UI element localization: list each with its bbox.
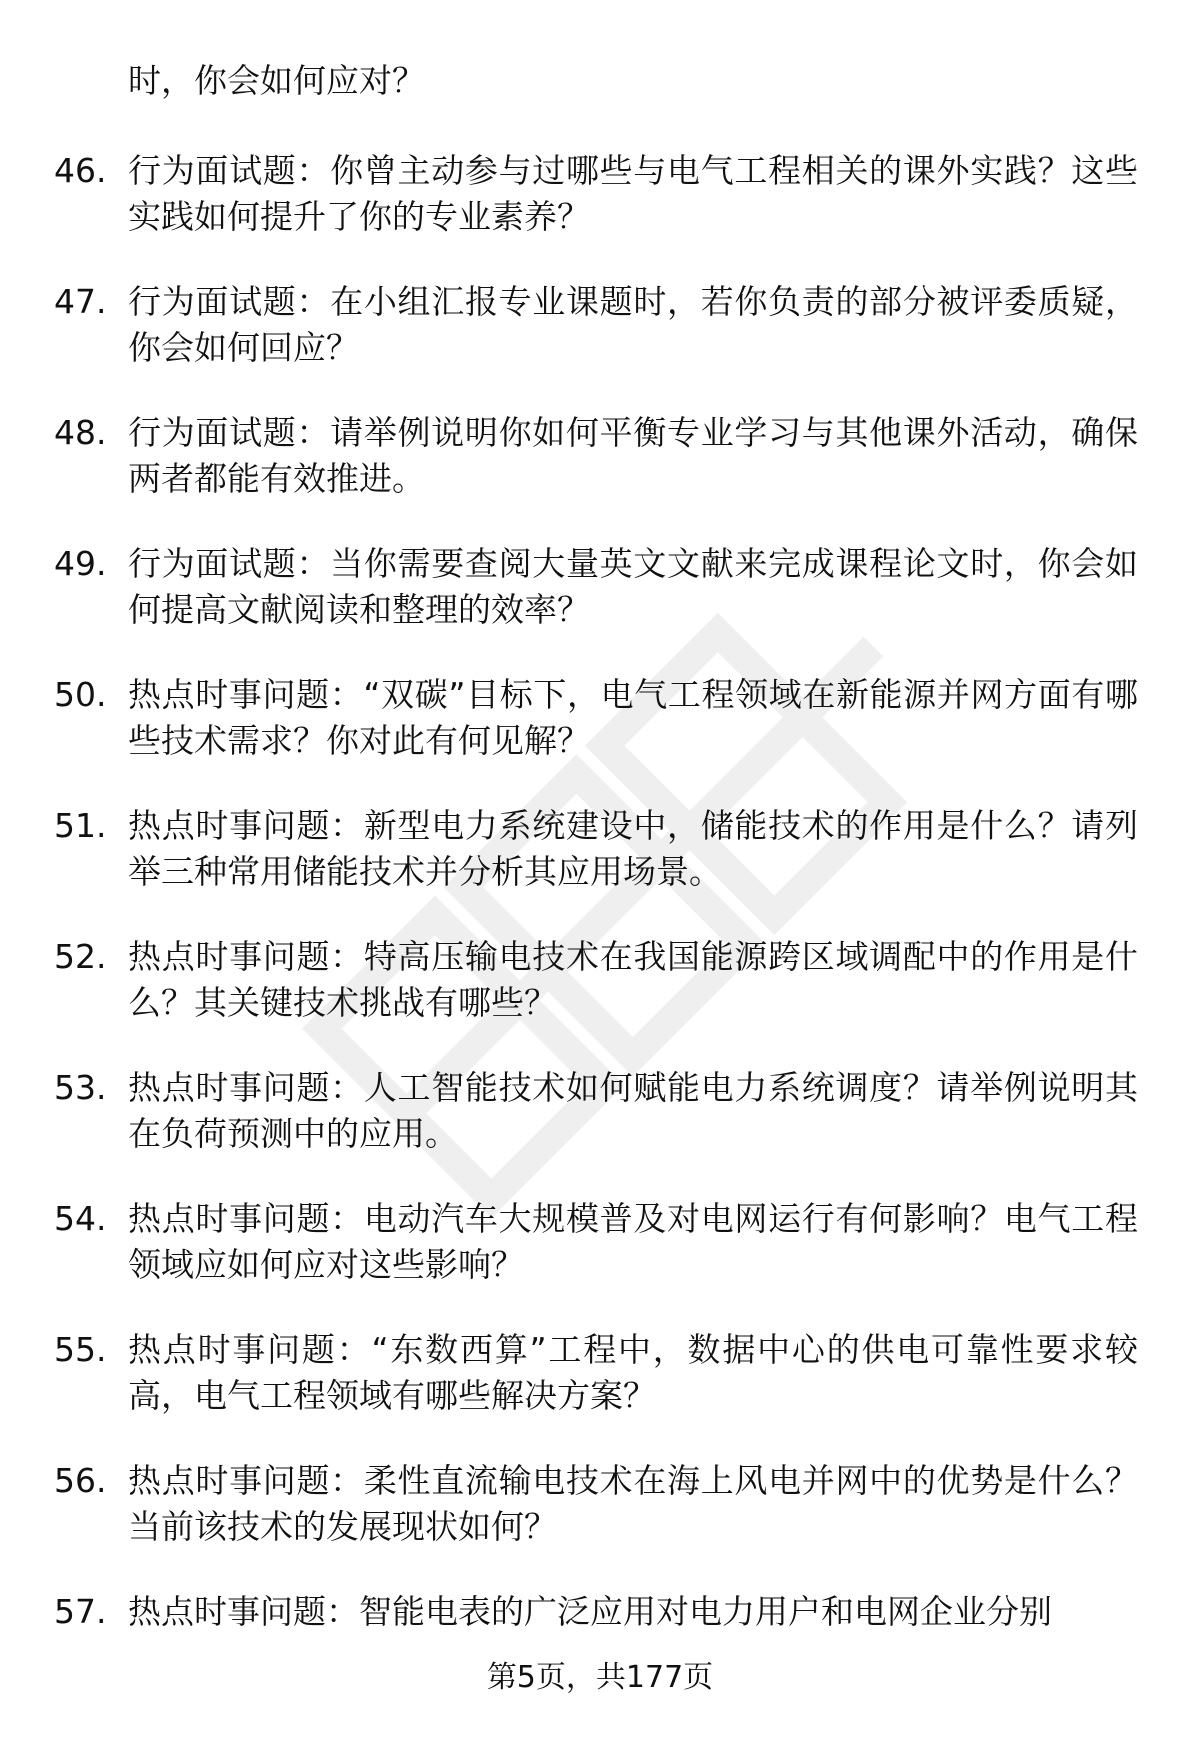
question-text: 行为面试题：你曾主动参与过哪些与电气工程相关的课外实践？这些实践如何提升了你的专业素养？ bbox=[128, 151, 1138, 236]
question-text: 热点时事问题：电动汽车大规模普及对电网运行有何影响？电气工程领域应如何应对这些影响？ bbox=[128, 1199, 1138, 1284]
question-text: 热点时事问题：特高压输电技术在我国能源跨区域调配中的作用是什么？其关键技术挑战有哪些？ bbox=[128, 937, 1138, 1022]
question-text: 热点时事问题：“双碳”目标下，电气工程领域在新能源并网方面有哪些技术需求？你对此有何见解？ bbox=[128, 675, 1138, 760]
question-item bbox=[0, 148, 1200, 279]
question-item bbox=[0, 279, 1200, 410]
question-number: 46. bbox=[54, 151, 107, 190]
question-number: 53. bbox=[54, 1068, 107, 1107]
question-number: 57. bbox=[54, 1592, 107, 1631]
question-number: 49. bbox=[54, 544, 107, 583]
page-footer: 第5页，共177页 bbox=[486, 1660, 714, 1695]
question-item bbox=[0, 1327, 1200, 1458]
question-number: 52. bbox=[54, 937, 107, 976]
question-text: 热点时事问题：“东数西算”工程中，数据中心的供电可靠性要求较高，电气工程领域有哪些解决方案？ bbox=[128, 1330, 1138, 1415]
question-item bbox=[0, 803, 1200, 934]
question-number: 56. bbox=[54, 1461, 107, 1500]
question-number: 51. bbox=[54, 806, 107, 845]
question-number: 55. bbox=[54, 1330, 107, 1369]
question-text: 热点时事问题：柔性直流输电技术在海上风电并网中的优势是什么？当前该技术的发展现状如何？ bbox=[128, 1461, 1138, 1546]
question-number: 50. bbox=[54, 675, 107, 714]
question-text: 行为面试题：请举例说明你如何平衡专业学习与其他课外活动，确保两者都能有效推进。 bbox=[128, 413, 1138, 498]
question-item bbox=[0, 541, 1200, 672]
question-number: 54. bbox=[54, 1199, 107, 1238]
question-text: 行为面试题：在小组汇报专业课题时，若你负责的部分被评委质疑，你会如何回应？ bbox=[128, 282, 1138, 367]
question-item bbox=[0, 1458, 1200, 1589]
question-list bbox=[0, 148, 1200, 1720]
question-number: 47. bbox=[54, 282, 107, 321]
question-item bbox=[0, 934, 1200, 1065]
question-text: 热点时事问题：新型电力系统建设中，储能技术的作用是什么？请列举三种常用储能技术并分析其应用场景。 bbox=[128, 806, 1138, 891]
question-item bbox=[0, 672, 1200, 803]
question-text: 热点时事问题：人工智能技术如何赋能电力系统调度？请举例说明其在负荷预测中的应用。 bbox=[128, 1068, 1138, 1153]
question-item bbox=[0, 1196, 1200, 1327]
question-text: 行为面试题：当你需要查阅大量英文文献来完成课程论文时，你会如何提高文献阅读和整理的效率？ bbox=[128, 544, 1138, 629]
question-number: 48. bbox=[54, 413, 107, 452]
question-item bbox=[0, 1065, 1200, 1196]
question-item bbox=[0, 1589, 1200, 1720]
question-text: 热点时事问题：智能电表的广泛应用对电力用户和电网企业分别 bbox=[128, 1592, 1052, 1631]
question-item bbox=[0, 410, 1200, 541]
continuation-text: 时，你会如何应对？ bbox=[128, 61, 425, 100]
